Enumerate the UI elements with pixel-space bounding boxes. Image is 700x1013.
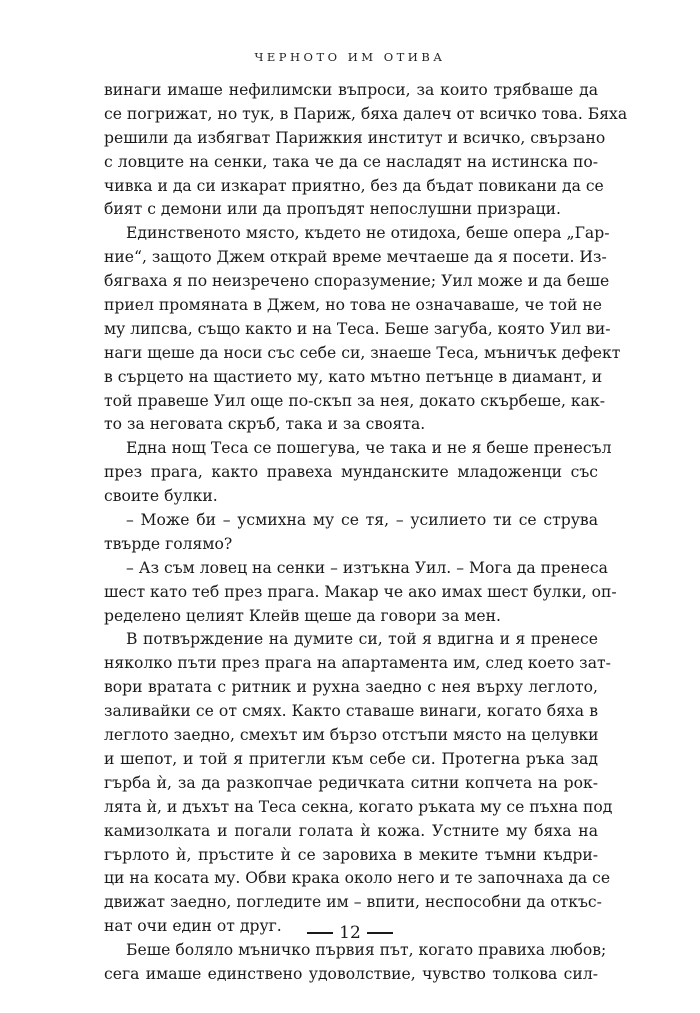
text-line: шест като теб през прага. Макар че ако имах шест булки, оп- — [104, 582, 617, 601]
text-line: гърлото ѝ, пръстите ѝ се заровиха в меките тъмни къдри- — [104, 845, 598, 864]
folio-ornament-right — [367, 932, 393, 934]
text-line: сега имаше единствено удоволствие, чувство толкова сил- — [104, 964, 598, 983]
text-line: то за неговата скръб, така и за своята. — [104, 415, 426, 434]
text-line: камизолката и погали голата ѝ кожа. Устните му бяха на — [104, 821, 598, 840]
text-line: – Може би – усмихна му се тя, – усилието ти се струва — [126, 511, 598, 530]
folio-number: 12 — [339, 923, 361, 943]
paragraph — [104, 939, 607, 987]
text-line: решили да избягват Парижкия институт и всичко, свързано — [104, 128, 606, 147]
paragraph — [104, 509, 598, 557]
text-line: заливайки се от смях. Както ставаше винаги, когато бяха в — [104, 702, 598, 721]
text-line: наги щеше да носи със себе си, знаеше Теса, мъничък дефект — [104, 343, 621, 362]
text-line: лята ѝ, и дъхът на Теса секна, когато ръката му се пъхна под — [104, 797, 613, 816]
text-line: твърде голямо? — [104, 534, 233, 553]
text-line: Единственото място, където не отидоха, беше опера „Гар- — [126, 224, 610, 243]
text-line: своите булки. — [104, 487, 218, 506]
text-line: с ловците на сенки, така че да се насладят на истинска по- — [104, 152, 598, 171]
text-line: приел промяната в Джем, но това не означаваше, че той не — [104, 296, 602, 315]
text-line: ци на косата му. Обви крака около него и те започнаха да се — [104, 869, 611, 888]
body-text — [104, 79, 628, 987]
paragraph — [104, 222, 621, 437]
text-line: движат заедно, погледите им – впити, неспособни да откъс- — [104, 893, 602, 912]
text-line: ние“, защото Джем открай време мечтаеше да я посети. Из- — [104, 248, 607, 267]
text-line: му липсва, също както и на Теса. Беше загуба, която Уил ви- — [104, 319, 611, 338]
text-line: Беше боляло мъничко първия път, когато правиха любов; — [126, 941, 607, 960]
paragraph — [104, 79, 628, 222]
paragraph — [104, 557, 617, 629]
text-line: в сърцето на щастието му, като мътно петънце в диамант, и — [104, 367, 603, 386]
text-line: и шепот, и той я притегли към себе си. Протегна ръка зад — [104, 749, 598, 768]
text-line: бият с демони или да пропъдят непослушни призраци. — [104, 200, 561, 219]
paragraph — [104, 437, 612, 509]
text-line: леглото заедно, смехът им бързо отстъпи място на целувки — [104, 726, 599, 745]
text-line: В потвърждение на думите си, той я вдигна и я пренесе — [126, 630, 598, 649]
text-line: се погрижат, но тук, в Париж, бяха далеч от всичко това. Бяха — [104, 104, 628, 123]
page-number — [0, 923, 700, 943]
text-line: Една нощ Теса се пошегува, че така и не я беше пренесъл — [126, 439, 612, 458]
text-line: гърба ѝ, за да разкопчае редичката ситни копчета на рок- — [104, 773, 598, 792]
folio-ornament-left — [307, 932, 333, 934]
text-line: вори вратата с ритник и рухна заедно с нея върху леглото, — [104, 678, 598, 697]
text-line: нат очи един от друг. — [104, 917, 282, 936]
text-line: ределено целият Клейв щеше да говори за мен. — [104, 606, 502, 625]
text-line: винаги имаше нефилимски въпроси, за които трябваше да — [104, 81, 598, 99]
text-line: през прага, както правеха мунданските младоженци със — [104, 463, 598, 482]
text-line: чивка и да си изкарат приятно, без да бъдат повикани да се — [104, 176, 604, 195]
text-line: бягваха я по неизречено споразумение; Уил може и да беше — [104, 272, 610, 291]
text-line: – Аз съм ловец на сенки – изтъкна Уил. – Мога да пренеса — [126, 558, 608, 577]
text-line: той правеше Уил още по-скъп за нея, докато скърбеше, как- — [104, 391, 605, 410]
paragraph — [104, 628, 613, 939]
running-head: ЧЕРНОТО ИМ ОТИВА — [254, 50, 446, 64]
text-line: няколко пъти през прага на апартамента им, след което зат- — [104, 654, 611, 673]
